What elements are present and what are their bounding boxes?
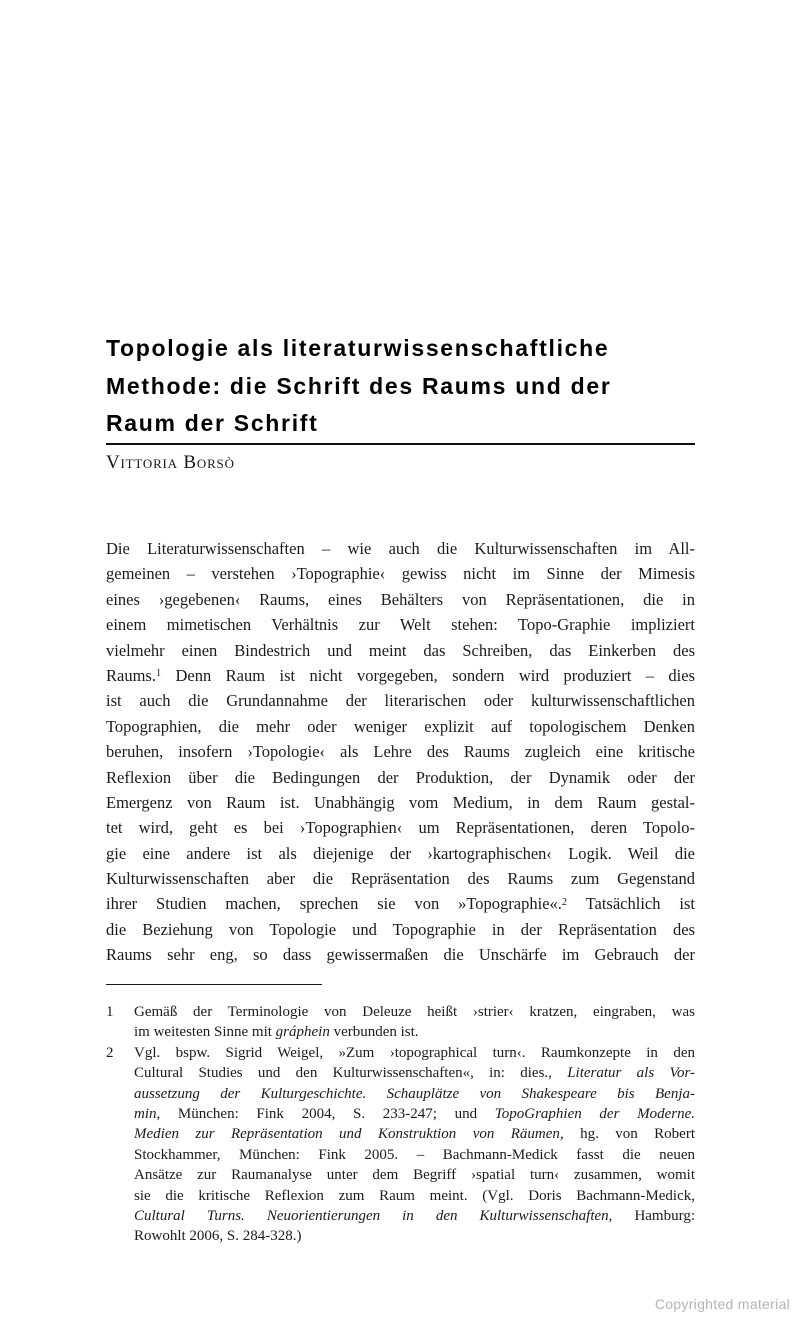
text-segment: im weitesten Sinne mit [134,1024,276,1041]
text-segment: Raums sehr eng, so dass gewissermaßen die Unschärfe im Gebrauch der [106,945,695,965]
body-line [106,942,695,967]
footnote-ref: 2 [561,896,567,908]
title-rule [106,443,695,445]
text-segment: ist auch die Grundannahme der literarischen oder kulturwissenschaftlichen [106,691,695,711]
text-segment: vielmehr einen Bindestrich und meint das Schreiben, das Einkerben des [106,640,695,660]
footnote-line [134,1104,695,1124]
text-segment: , München: Fink 2004, S. 233-247; und [156,1105,495,1122]
body-line [106,663,695,688]
text-segment: beruhen, insofern ›Topologie‹ als Lehre des Raums zugleich eine kritische [106,742,695,762]
body-line [106,638,695,663]
footnote-line [134,1124,695,1144]
text-segment: tet wird, geht es bei ›Topographien‹ um Repräsentationen, deren Topolo- [106,818,695,838]
text-segment: Medien zur Repräsentation und Konstruktion von Räumen [134,1126,560,1143]
footnote-line [134,1145,695,1165]
footnote-line [134,1186,695,1206]
text-segment: gie eine andere ist als diejenige der ›kartographischen‹ Logik. Weil die [106,843,695,863]
footnote [106,1002,695,1043]
body-line [106,714,695,739]
body-line [106,790,695,815]
body-line [106,536,695,561]
body-line [106,891,695,916]
chapter-title-line-3: Raum der Schrift [106,410,319,436]
body-line [106,587,695,612]
body-line [106,688,695,713]
body-line [106,561,695,586]
body-line [106,841,695,866]
text-segment: eines ›gegebenen‹ Raums, eines Behälters von Repräsentationen, die in [106,589,695,609]
text-segment: Cultural Studies und den Kulturwissenschaften«, in: dies., [134,1065,568,1082]
body-line [106,815,695,840]
footnotes-section [106,1002,695,1247]
text-segment: Gemäß der Terminologie von Deleuze heißt ›strier‹ kratzen, eingraben, was [134,1004,695,1020]
footnote-line [134,1043,695,1063]
footnote-number: 2 [106,1044,114,1061]
text-segment: ihrer Studien machen, sprechen sie von »Topographie«. [106,894,562,914]
text-segment: Cultural Turns. Neuorientierungen in den Kulturwissenschaften [134,1207,609,1224]
footnote-line [134,1063,695,1083]
text-segment: Ansätze zur Raumanalyse unter dem Begriff ›spatial turn‹ zusammen, womit [134,1167,695,1184]
text-segment: Kulturwissenschaften aber die Repräsentation des Raums zum Gegenstand [106,869,695,889]
author-name: Vittoria Borsò [106,452,235,473]
body-line [106,917,695,942]
chapter-title-line-1: Topologie als literaturwissenschaftliche [106,335,610,361]
text-segment: , hg. von Robert [559,1126,695,1143]
text-segment: min [134,1105,157,1122]
body-line [106,765,695,790]
chapter-title [106,330,695,443]
footnote-line [134,1165,695,1185]
footnote-ref: 1 [155,668,162,680]
watermark: Copyrighted material [654,1296,790,1312]
text-segment: Rowohlt 2006, S. 284-328.) [134,1228,302,1245]
text-segment: gráphein [275,1024,330,1041]
text-segment: gemeinen – verstehen ›Topographie‹ gewiss nicht im Sinne der Mimesis [106,564,695,584]
footnote-line [134,1022,695,1042]
text-segment: Tatsächlich ist [567,894,695,914]
text-segment: aussetzung der Kulturgeschichte. Schauplätze von Shakespeare bis Benja- [134,1085,695,1102]
text-segment: Emergenz von Raum ist. Unabhängig vom Medium, in dem Raum gestal- [106,792,695,812]
body-line [106,739,695,764]
footnote-line [134,1084,695,1104]
text-segment: sie die kritische Reflexion zum Raum meint. (Vgl. Doris Bachmann-Medick, [134,1187,695,1204]
body-line [106,612,695,637]
text-segment: Topographien, die mehr oder weniger explizit auf topologischem Denken [106,716,695,736]
text-segment: , Hamburg: [608,1207,695,1224]
chapter-title-line-2: Methode: die Schrift des Raums und der [106,372,612,399]
text-segment: TopoGraphien der Moderne. [494,1105,695,1122]
footnote-number: 1 [106,1004,114,1020]
footnote-line [134,1226,695,1246]
text-segment: Vgl. bspw. Sigrid Weigel, »Zum ›topographical turn‹. Raumkonzepte in den [134,1044,695,1061]
body-line [106,866,695,891]
footnote [106,1043,695,1247]
text-segment: Raums. [106,665,156,685]
text-segment: Reflexion über die Bedingungen der Produktion, der Dynamik oder der [106,767,695,787]
text-segment: Stockhammer, München: Fink 2005. – Bachmann-Medick fasst die neuen [134,1146,695,1163]
text-segment: die Beziehung von Topologie und Topographie in der Repräsentation des [106,919,695,939]
text-segment: Literatur als Vor- [567,1065,695,1082]
body-paragraph [106,536,695,968]
text-segment: Denn Raum ist nicht vorgegeben, sondern wird produziert – dies [161,665,695,685]
text-segment: einem mimetischen Verhältnis zur Welt stehen: Topo-Graphie impliziert [106,615,695,635]
footnote-line [134,1002,695,1022]
footnote-separator [106,984,322,985]
text-segment: Die Literaturwissenschaften – wie auch die Kulturwissenschaften im All- [106,539,695,558]
footnote-line [134,1206,695,1226]
text-segment: verbunden ist. [329,1024,419,1041]
